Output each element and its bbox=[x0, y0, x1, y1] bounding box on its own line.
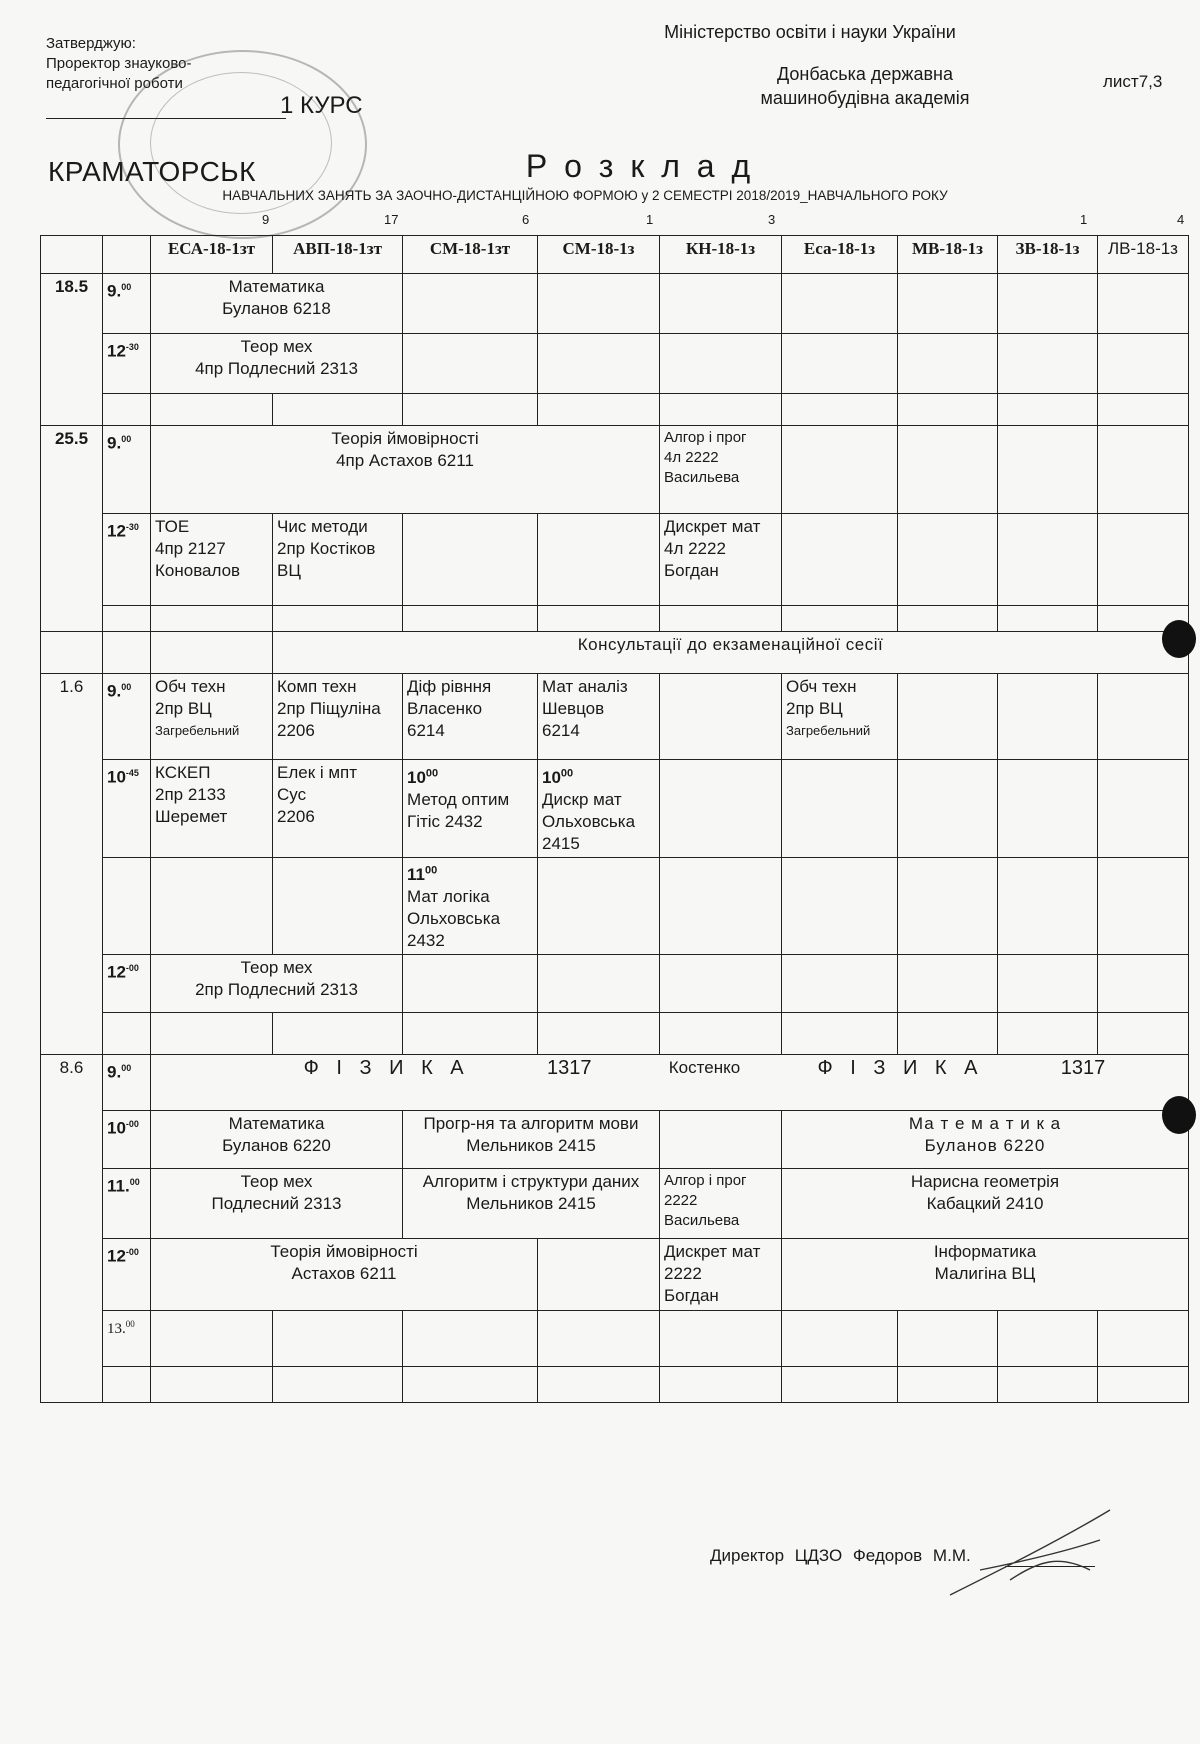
col-header-esa-18-1zt: ЕСА-18-1зт bbox=[151, 236, 273, 274]
physics-row-cell bbox=[151, 1055, 1189, 1111]
lesson-cell: Теорія ймовірності Астахов 6211 bbox=[151, 1239, 538, 1311]
count-6: 1 bbox=[1080, 212, 1088, 227]
lesson-cell: Комп техн 2пр Піщуліна 2206 bbox=[273, 674, 403, 760]
time-cell: $10^{-00}$ bbox=[103, 1111, 151, 1169]
physics-label: Ф І З И К А bbox=[303, 1057, 470, 1080]
punch-hole bbox=[1162, 1096, 1196, 1134]
table-row bbox=[41, 857, 1189, 955]
lesson-cell: Ма т е м а т и к а Буланов 6220 bbox=[782, 1111, 1189, 1169]
date-cell: 18.5 bbox=[41, 274, 103, 426]
schedule-table bbox=[40, 235, 1188, 1403]
time-cell: $10^{-45}$ bbox=[103, 760, 151, 858]
academy-line-1: Донбаська державна bbox=[776, 64, 953, 84]
time-cell: $12^{-30}$ bbox=[103, 334, 151, 394]
sheet-label: лист7,3 bbox=[1103, 72, 1163, 91]
lesson-cell: Елек і мпт Сус 2206 bbox=[273, 760, 403, 858]
time-cell: 9.00 bbox=[103, 1055, 151, 1111]
time-cell: 11.00 bbox=[103, 1169, 151, 1239]
director-label: Директор ЦДЗО Федоров М.М. bbox=[710, 1546, 971, 1565]
col-header-lv-18-1z: ЛВ-18-1з bbox=[1098, 236, 1189, 274]
lesson-cell: Алгор і прог 4л 2222 Васильева bbox=[660, 426, 782, 514]
count-3: 6 bbox=[522, 212, 530, 227]
lesson-cell: Дискрет мат 4л 2222 Богдан bbox=[660, 514, 782, 606]
academy-line-2: машинобудівна академія bbox=[760, 88, 970, 108]
lesson-cell: Прогр-ня та алгоритм мови Мельников 2415 bbox=[403, 1111, 660, 1169]
lesson-cell: Обч техн 2пр ВЦ Загребельний bbox=[782, 674, 898, 760]
physics-teacher: Костенко bbox=[668, 1058, 741, 1078]
lesson-cell: $11^{00}$ Мат логіка Ольховська 2432 bbox=[403, 857, 538, 955]
physics-room-2: 1317 bbox=[1060, 1057, 1106, 1080]
count-1: 9 bbox=[262, 212, 270, 227]
table-row bbox=[41, 632, 1189, 674]
count-2: 17 bbox=[384, 212, 399, 227]
table-row bbox=[41, 1169, 1189, 1239]
table-row bbox=[41, 274, 1189, 334]
date-cell: 8.6 bbox=[41, 1055, 103, 1403]
table-row bbox=[41, 955, 1189, 1013]
time-cell: 9.00 bbox=[103, 274, 151, 334]
physics-room: 1317 bbox=[546, 1057, 592, 1080]
table-row bbox=[41, 606, 1189, 632]
column-header-row bbox=[41, 236, 1189, 274]
table-row bbox=[41, 1111, 1189, 1169]
table-row bbox=[41, 1239, 1189, 1311]
lesson-cell: КСКЕП 2пр 2133 Шеремет bbox=[151, 760, 273, 858]
lesson-cell: Математика Буланов 6220 bbox=[151, 1111, 403, 1169]
page-title: Р о з к л а д bbox=[525, 148, 755, 184]
lesson-cell: $10^{00}$ Дискр мат Ольховська 2415 bbox=[538, 760, 660, 858]
table-row bbox=[41, 1311, 1189, 1367]
punch-hole bbox=[1162, 620, 1196, 658]
page-subtitle: НАВЧАЛЬНИХ ЗАНЯТЬ ЗА ЗАОЧНО-ДИСТАНЦІЙНОЮ ФОРМОЮ у 2 СЕМЕСТРІ 2018/2019_НАВЧАЛЬНОГО РОКУ bbox=[222, 188, 948, 203]
lesson-cell: ТОЕ 4пр 2127 Коновалов bbox=[151, 514, 273, 606]
table-row bbox=[41, 1055, 1189, 1111]
col-header-sm-18-1z: СМ-18-1з bbox=[538, 236, 660, 274]
academy-label bbox=[740, 62, 990, 110]
physics-label-2: Ф І З И К А bbox=[817, 1057, 984, 1080]
approve-line-2: Проректор знауково- bbox=[46, 55, 192, 72]
table-row bbox=[41, 1013, 1189, 1055]
lesson-cell: Математика Буланов 6218 bbox=[151, 274, 403, 334]
lesson-cell: Мат аналіз Шевцов 6214 bbox=[538, 674, 660, 760]
table-row bbox=[41, 334, 1189, 394]
lesson-cell: Нарисна геометрія Кабацкий 2410 bbox=[782, 1169, 1189, 1239]
lesson-cell: Теорія ймовірності 4пр Астахов 6211 bbox=[151, 426, 660, 514]
lesson-cell: Алгоритм і структури даних Мельников 2415 bbox=[403, 1169, 660, 1239]
table-row bbox=[41, 1367, 1189, 1403]
lesson-cell: Діф рівння Власенко 6214 bbox=[403, 674, 538, 760]
count-4: 1 bbox=[646, 212, 654, 227]
table-row bbox=[41, 760, 1189, 858]
col-header-avp-18-1zt: АВП-18-1зт bbox=[273, 236, 403, 274]
count-7: 4 bbox=[1177, 212, 1185, 227]
col-header-mv-18-1z: МВ-18-1з bbox=[898, 236, 998, 274]
time-cell: $12^{-00}$ bbox=[103, 1239, 151, 1311]
table-row bbox=[41, 394, 1189, 426]
lesson-cell: Теор мех Подлесний 2313 bbox=[151, 1169, 403, 1239]
time-cell: $12^{-30}$ bbox=[103, 514, 151, 606]
consultation-banner: Консультації до екзаменаційної сесії bbox=[273, 632, 1189, 674]
time-cell: 13.00 bbox=[103, 1311, 151, 1367]
lesson-cell: Чис методи 2пр Костіков ВЦ bbox=[273, 514, 403, 606]
lesson-cell: Теор мех 4пр Подлесний 2313 bbox=[151, 334, 403, 394]
table-row bbox=[41, 514, 1189, 606]
director-signature bbox=[940, 1500, 1140, 1610]
lesson-cell: Інформатика Малигіна ВЦ bbox=[782, 1239, 1189, 1311]
date-cell: 1.6 bbox=[41, 674, 103, 1055]
time-cell: 9.00 bbox=[103, 426, 151, 514]
count-5: 3 bbox=[768, 212, 776, 227]
approve-line-1: Затверджую: bbox=[46, 35, 136, 52]
header-date-cell bbox=[41, 236, 103, 274]
lesson-cell: Обч техн 2пр ВЦ Загребельний bbox=[151, 674, 273, 760]
col-header-zv-18-1z: ЗВ-18-1з bbox=[998, 236, 1098, 274]
col-header-kn-18-1z: КН-18-1з bbox=[660, 236, 782, 274]
lesson-cell: Теор мех 2пр Подлесний 2313 bbox=[151, 955, 403, 1013]
header-time-cell bbox=[103, 236, 151, 274]
date-cell: 25.5 bbox=[41, 426, 103, 632]
table-row bbox=[41, 426, 1189, 514]
group-counts bbox=[0, 212, 1200, 232]
time-cell: 9.00 bbox=[103, 674, 151, 760]
time-cell: $12^{-00}$ bbox=[103, 955, 151, 1013]
table-row bbox=[41, 674, 1189, 760]
approve-line-3: педагогічної роботи bbox=[46, 75, 183, 92]
lesson-cell: $10^{00}$ Метод оптим Гітіс 2432 bbox=[403, 760, 538, 858]
lesson-cell: Дискрет мат 2222 Богдан bbox=[660, 1239, 782, 1311]
lesson-cell: Алгор і прог 2222 Васильева bbox=[660, 1169, 782, 1239]
col-header-esa-18-1z: Еса-18-1з bbox=[782, 236, 898, 274]
col-header-sm-18-1zt: СМ-18-1зт bbox=[403, 236, 538, 274]
ministry-label: Міністерство освіти і науки України bbox=[664, 22, 956, 42]
course-label: 1 КУРС bbox=[280, 92, 363, 119]
city-label: КРАМАТОРСЬК bbox=[48, 156, 256, 187]
